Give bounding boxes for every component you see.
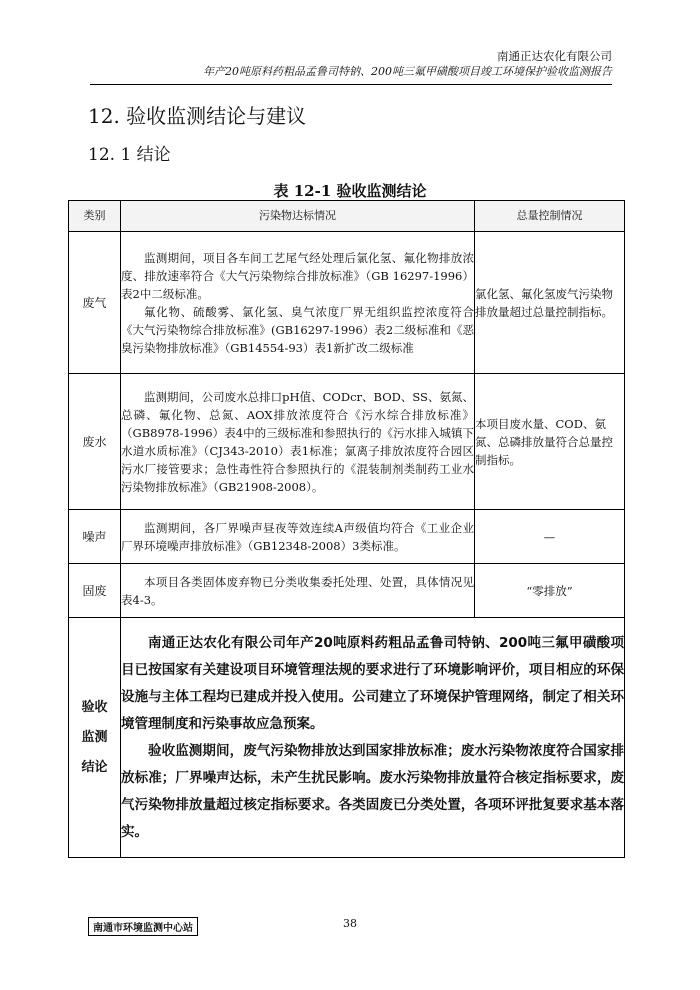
description-paragraph: 氟化物、硫酸雾、氯化氢、臭气浓度厂界无组织监控浓度符合《大气污染物综合排放标准》(GB16297-1996）表2二级标准和《恶臭污染物排放标准》（GB14554-93）表1新扩改二级标准 bbox=[121, 304, 474, 355]
row-category: 固废 bbox=[69, 564, 121, 618]
table-row bbox=[69, 564, 625, 618]
description-paragraph: 监测期间，各厂界噪声昼夜等效连续A声级值均符合《工业企业厂界环境噪声排放标准》（GB12348-2008）3类标准。 bbox=[121, 520, 474, 553]
row-description bbox=[121, 510, 475, 564]
row-category: 噪声 bbox=[69, 510, 121, 564]
row-total-control: “零排放” bbox=[475, 564, 625, 618]
conclusion-category-label: 验收监测结论 bbox=[81, 699, 108, 775]
row-total-control: 氯化氢、氟化氢废气污染物排放量超过总量控制指标。 bbox=[475, 232, 625, 374]
row-total-control: 本项目废水量、COD、氨氮、总磷排放量符合总量控制指标。 bbox=[475, 374, 625, 510]
row-category: 废水 bbox=[69, 374, 121, 510]
conclusion-category bbox=[69, 618, 121, 858]
table-row bbox=[69, 374, 625, 510]
table-caption: 表 12-1 验收监测结论 bbox=[273, 182, 427, 200]
conclusion-paragraph: 验收监测期间，废气污染物排放达到国家排放标准；废水污染物浓度符合国家排放标准；厂界噪声达标，未产生扰民影响。废水污染物排放量符合核定指标要求，废气污染物排放量超过核定指标要求。各类固废已分类处置，各项环评批复要求基本落实。 bbox=[121, 742, 624, 840]
row-description bbox=[121, 232, 475, 374]
row-description bbox=[121, 374, 475, 510]
header-report-title: 年产20吨原料药粗品孟鲁司特钠、200吨三氟甲磺酸项目竣工环境保护验收监测报告 bbox=[203, 65, 612, 78]
table-row bbox=[69, 232, 625, 374]
description-paragraph: 监测期间，项目各车间工艺尾气经处理后氯化氢、氟化物排放浓度、排放速率符合《大气污染物综合排放标准》（GB 16297-1996）表2中二级标准。 bbox=[121, 250, 474, 301]
description-paragraph: 监测期间，公司废水总排口pH值、CODcr、BOD、SS、氨氮、总磷、氟化物、总氮、AOX排放浓度符合《污水综合排放标准》（GB8978-1996）表4中的三级标准和参照执行的《污水排入城镇下水道水质标准》（CJ343-2010）表1标准；氯离子排放浓度符合园区污水厂接管要求；急性毒性符合参照执行的《混装制剂类制药工业水污染物排放标准》（GB21908-2008）。 bbox=[121, 389, 474, 494]
subsection-title: 12. 1 结论 bbox=[88, 145, 171, 165]
header-pollutant-compliance: 污染物达标情况 bbox=[121, 201, 475, 232]
conclusion-table bbox=[68, 200, 625, 858]
header-total-control: 总量控制情况 bbox=[475, 201, 625, 232]
header-rule bbox=[90, 84, 612, 85]
page-number: 38 bbox=[343, 917, 357, 930]
row-total-control: — bbox=[475, 510, 625, 564]
conclusion-row bbox=[69, 618, 625, 858]
monitoring-station-label: 南通市环境监测中心站 bbox=[88, 917, 198, 936]
page-header bbox=[90, 48, 612, 80]
table-header-row bbox=[69, 201, 625, 232]
conclusion-text bbox=[121, 618, 625, 858]
row-description bbox=[121, 564, 475, 618]
section-title: 12. 验收监测结论与建议 bbox=[88, 104, 307, 128]
table-row bbox=[69, 510, 625, 564]
description-paragraph: 本项目各类固体废弃物已分类收集委托处理、处置，具体情况见表4-3。 bbox=[121, 574, 474, 607]
row-category: 废气 bbox=[69, 232, 121, 374]
header-category: 类别 bbox=[69, 201, 121, 232]
conclusion-paragraph: 南通正达农化有限公司年产20吨原料药粗品孟鲁司特钠、200吨三氟甲磺酸项目已按国家有关建设项目环境管理法规的要求进行了环境影响评价，项目相应的环保设施与主体工程均已建成并投入使用。公司建立了环境保护管理网络，制定了相关环境管理制度和污染事故应急预案。 bbox=[121, 634, 624, 732]
header-company: 南通正达农化有限公司 bbox=[497, 49, 612, 63]
